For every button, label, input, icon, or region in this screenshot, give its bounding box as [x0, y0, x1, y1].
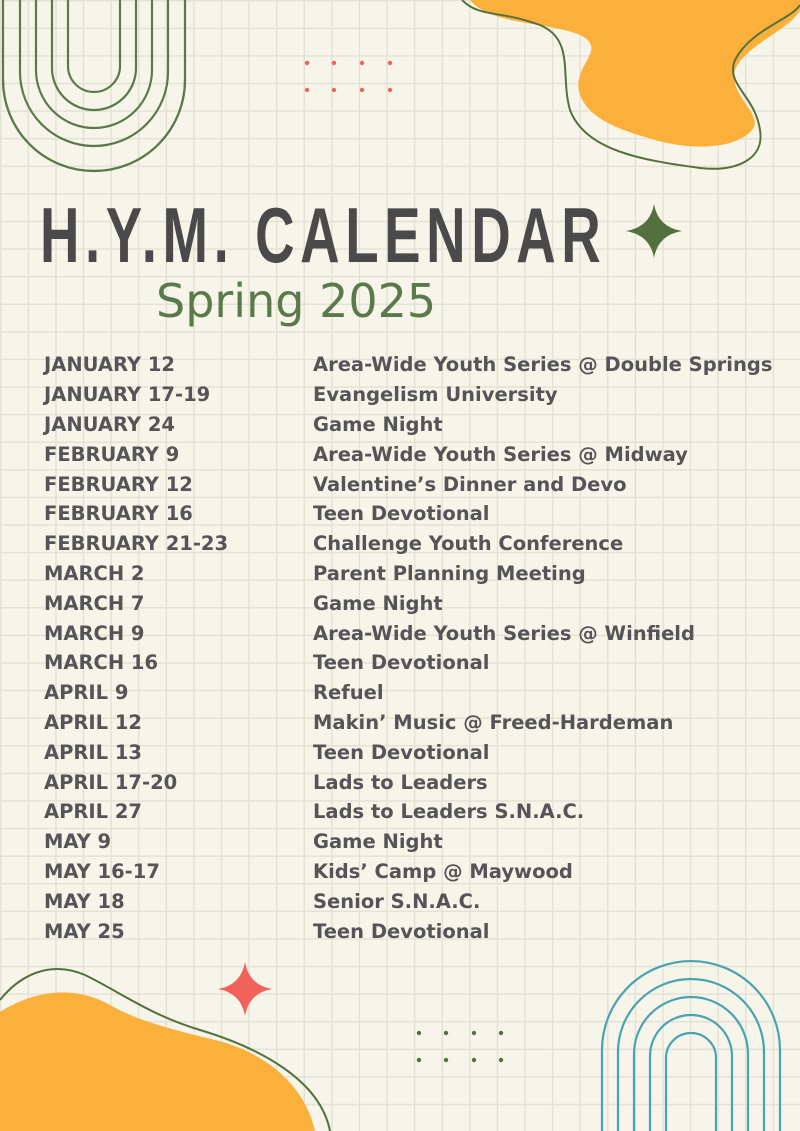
event-row: [44, 618, 784, 648]
event-row: [44, 737, 784, 767]
event-name: Teen Devotional: [313, 740, 490, 764]
event-date: APRIL 9: [44, 681, 129, 705]
event-date: APRIL 12: [44, 710, 143, 734]
green-arches-decoration: [3, 0, 185, 171]
event-name: Area-Wide Youth Series @ Winfield: [313, 621, 695, 645]
event-name: Game Night: [313, 412, 443, 436]
page-title: H.Y.M. CALENDAR: [40, 191, 607, 279]
event-name: Game Night: [313, 591, 443, 615]
event-name: Teen Devotional: [313, 919, 490, 943]
event-name: Kids’ Camp @ Maywood: [313, 859, 573, 883]
event-name: Teen Devotional: [313, 502, 490, 526]
event-list: [44, 350, 784, 946]
event-date: APRIL 13: [44, 740, 143, 764]
event-name: Makin’ Music @ Freed-Hardeman: [313, 710, 674, 734]
event-name: Area-Wide Youth Series @ Midway: [313, 442, 688, 466]
event-date: MAY 16-17: [44, 859, 160, 883]
event-name: Evangelism University: [313, 383, 558, 407]
green-star-decoration: [626, 204, 682, 258]
event-row: [44, 916, 784, 946]
event-name: Game Night: [313, 830, 443, 854]
event-name: Lads to Leaders S.N.A.C.: [313, 800, 585, 824]
orange-blob-top-right: [462, 0, 800, 169]
event-date: FEBRUARY 9: [44, 442, 180, 466]
event-date: JANUARY 24: [44, 412, 175, 436]
event-date: MAY 9: [44, 830, 112, 854]
event-name: Challenge Youth Conference: [313, 532, 624, 556]
event-row: [44, 439, 784, 469]
event-row: [44, 767, 784, 797]
coral-dots-decoration: [305, 61, 392, 92]
coral-star-decoration: [218, 962, 272, 1016]
event-date: MARCH 7: [44, 591, 145, 615]
event-date: FEBRUARY 21-23: [44, 532, 229, 556]
event-row: [44, 380, 784, 410]
event-row: [44, 886, 784, 916]
event-row: [44, 588, 784, 618]
teal-arches-decoration: [602, 961, 780, 1131]
event-date: FEBRUARY 12: [44, 472, 193, 496]
event-row: [44, 529, 784, 559]
event-date: MAY 25: [44, 919, 125, 943]
event-name: Valentine’s Dinner and Devo: [313, 472, 627, 496]
event-date: MARCH 9: [44, 621, 145, 645]
event-name: Refuel: [313, 681, 384, 705]
event-date: JANUARY 12: [44, 353, 175, 377]
event-date: APRIL 17-20: [44, 770, 178, 794]
event-name: Teen Devotional: [313, 651, 490, 675]
event-row: [44, 648, 784, 678]
event-row: [44, 827, 784, 857]
event-name: Lads to Leaders: [313, 770, 488, 794]
event-row: [44, 708, 784, 738]
event-date: MAY 18: [44, 889, 125, 913]
event-date: MARCH 2: [44, 561, 145, 585]
orange-blob-bottom-left: [0, 969, 330, 1131]
event-name: Senior S.N.A.C.: [313, 889, 481, 913]
event-row: [44, 499, 784, 529]
event-date: JANUARY 17-19: [44, 383, 211, 407]
event-row: [44, 410, 784, 440]
green-dots-decoration: [417, 1031, 503, 1062]
page-subtitle: Spring 2025: [156, 274, 437, 328]
event-row: [44, 350, 784, 380]
event-date: FEBRUARY 16: [44, 502, 193, 526]
event-row: [44, 469, 784, 499]
event-row: [44, 797, 784, 827]
event-date: MARCH 16: [44, 651, 159, 675]
event-row: [44, 857, 784, 887]
event-name: Area-Wide Youth Series @ Double Springs: [313, 353, 773, 377]
event-row: [44, 678, 784, 708]
event-name: Parent Planning Meeting: [313, 561, 586, 585]
event-date: APRIL 27: [44, 800, 143, 824]
event-row: [44, 559, 784, 589]
